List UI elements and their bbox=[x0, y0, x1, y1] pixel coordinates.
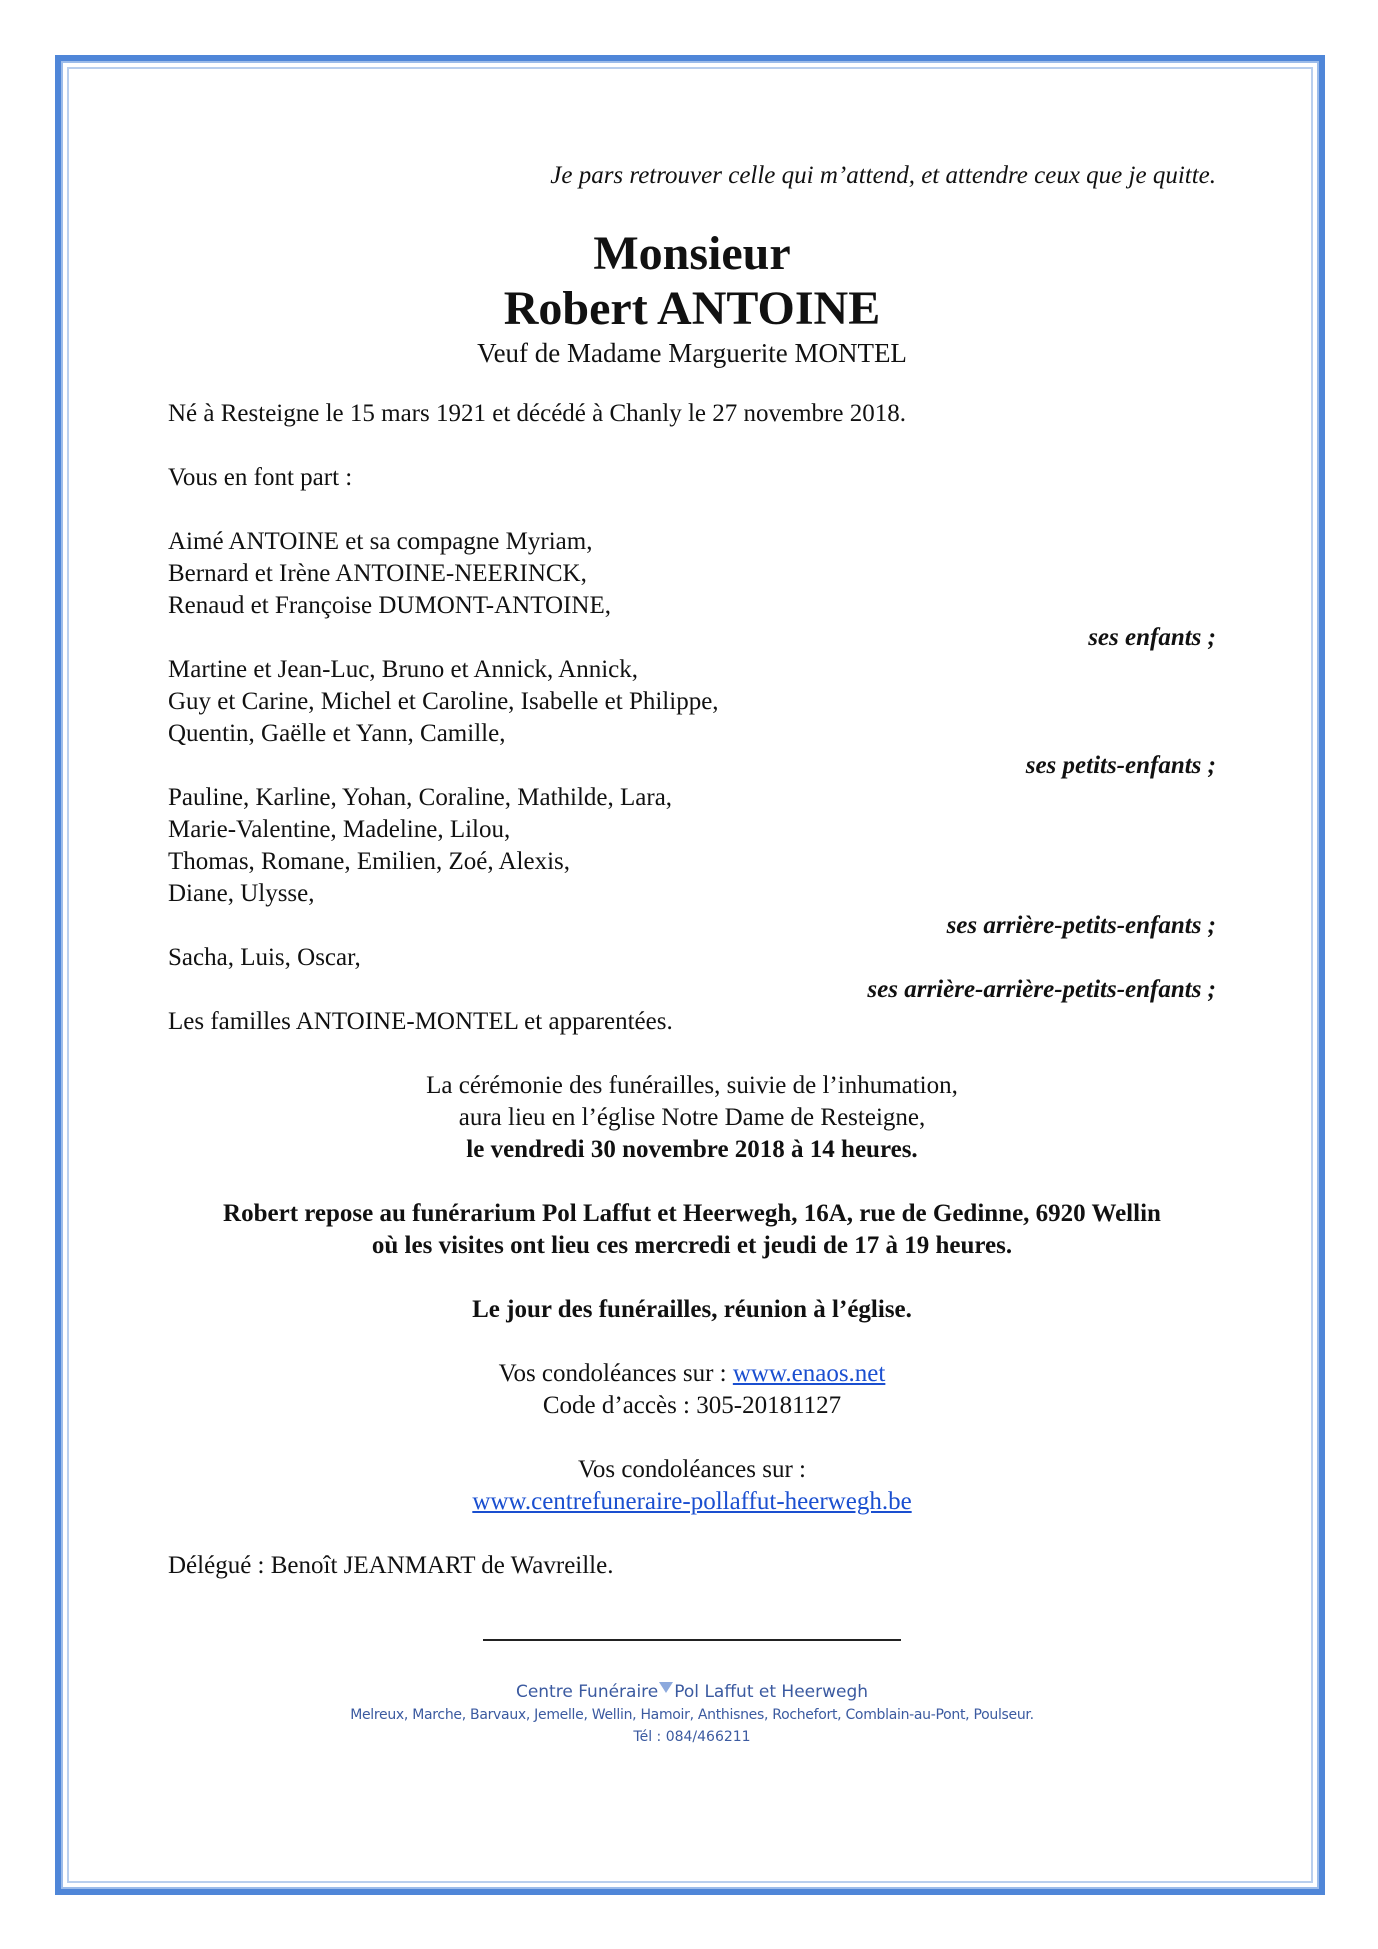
ceremony-line-2: aura lieu en l’église Notre Dame de Resteigne, bbox=[458, 1104, 926, 1131]
great-grandchildren-section bbox=[168, 782, 1216, 942]
role-label-grandchildren: ses petits-enfants ; bbox=[1025, 752, 1216, 779]
footer-locations: Melreux, Marche, Barvaux, Jemelle, Wellin, Hamoir, Anthisnes, Rochefort, Comblain-au-Pont, Poulseur. bbox=[350, 1707, 1034, 1723]
separator-line bbox=[483, 1637, 901, 1641]
list-item: Thomas, Romane, Emilien, Zoé, Alexis, bbox=[168, 848, 571, 875]
list-item: Diane, Ulysse, bbox=[168, 880, 315, 907]
list-item: Martine et Jean-Luc, Bruno et Annick, Annick, bbox=[168, 656, 639, 683]
great-great-grandchildren-section bbox=[168, 942, 1216, 1006]
list-item: Aimé ANTOINE et sa compagne Myriam, bbox=[168, 528, 593, 555]
funeral-center-link[interactable]: www.centrefuneraire-pollaffut-heerwegh.be bbox=[472, 1488, 912, 1515]
footer-company bbox=[168, 1680, 1216, 1704]
epigraph-quote: Je pars retrouver celle qui m’attend, et attendre ceux que je quitte. bbox=[550, 162, 1216, 189]
meeting-line: Le jour des funérailles, réunion à l’église. bbox=[472, 1296, 912, 1323]
list-item: Bernard et Irène ANTOINE-NEERINCK, bbox=[168, 560, 587, 587]
title-name: Robert ANTOINE bbox=[503, 282, 881, 335]
list-item: Pauline, Karline, Yohan, Coraline, Mathilde, Lara, bbox=[168, 784, 673, 811]
ceremony-date: le vendredi 30 novembre 2018 à 14 heures. bbox=[466, 1136, 918, 1163]
role-label-great-grandchildren: ses arrière-petits-enfants ; bbox=[946, 912, 1216, 939]
enaos-link[interactable]: www.enaos.net bbox=[732, 1360, 886, 1387]
list-item: Quentin, Gaëlle et Yann, Camille, bbox=[168, 720, 506, 747]
role-label-great-great-grandchildren: ses arrière-arrière-petits-enfants ; bbox=[867, 976, 1216, 1003]
delegate-line: Délégué : Benoît JEANMART de Wavreille. bbox=[168, 1552, 614, 1579]
separator bbox=[168, 1618, 1216, 1650]
triangle-logo-icon bbox=[659, 1682, 673, 1693]
ceremony-block bbox=[168, 1070, 1216, 1166]
footer-company-part1: Centre Funéraire bbox=[515, 1682, 659, 1702]
rest-line-1: Robert repose au funérarium Pol Laffut et Heerwegh, 16A, rue de Gedinne, 6920 Wellin bbox=[223, 1200, 1161, 1227]
role-label-children: ses enfants ; bbox=[1088, 624, 1216, 651]
condolences-line-1 bbox=[168, 1358, 1216, 1390]
families-line: Les familles ANTOINE-MONTEL et apparentées. bbox=[168, 1008, 673, 1035]
rest-block bbox=[168, 1198, 1216, 1262]
list-item: Guy et Carine, Michel et Caroline, Isabelle et Philippe, bbox=[168, 688, 719, 715]
list-item: Marie-Valentine, Madeline, Lilou, bbox=[168, 816, 511, 843]
condolences-label-2: Vos condoléances sur : bbox=[578, 1456, 806, 1483]
widow-line: Veuf de Madame Marguerite MONTEL bbox=[477, 338, 907, 368]
grandchildren-section bbox=[168, 654, 1216, 782]
condolences-block-1 bbox=[168, 1358, 1216, 1422]
ceremony-line-1: La cérémonie des funérailles, suivie de l’inhumation, bbox=[426, 1072, 958, 1099]
birth-death-line: Né à Resteigne le 15 mars 1921 et décédé à Chanly le 27 novembre 2018. bbox=[168, 400, 906, 427]
condolences-block-2 bbox=[168, 1454, 1216, 1518]
title-honorific: Monsieur bbox=[593, 227, 791, 280]
access-code: Code d’accès : 305-20181127 bbox=[542, 1392, 842, 1419]
condolences-label: Vos condoléances sur : bbox=[498, 1360, 733, 1387]
children-section bbox=[168, 526, 1216, 654]
announce-line: Vous en font part : bbox=[168, 464, 353, 491]
list-item: Sacha, Luis, Oscar, bbox=[168, 944, 361, 971]
obituary-content bbox=[168, 160, 1216, 1748]
list-item: Renaud et Françoise DUMONT-ANTOINE, bbox=[168, 592, 611, 619]
footer-company-part2: Pol Laffut et Heerwegh bbox=[674, 1682, 869, 1702]
rest-line-2: où les visites ont lieu ces mercredi et jeudi de 17 à 19 heures. bbox=[371, 1232, 1013, 1259]
footer-phone: Tél : 084/466211 bbox=[633, 1729, 751, 1745]
footer bbox=[168, 1680, 1216, 1748]
